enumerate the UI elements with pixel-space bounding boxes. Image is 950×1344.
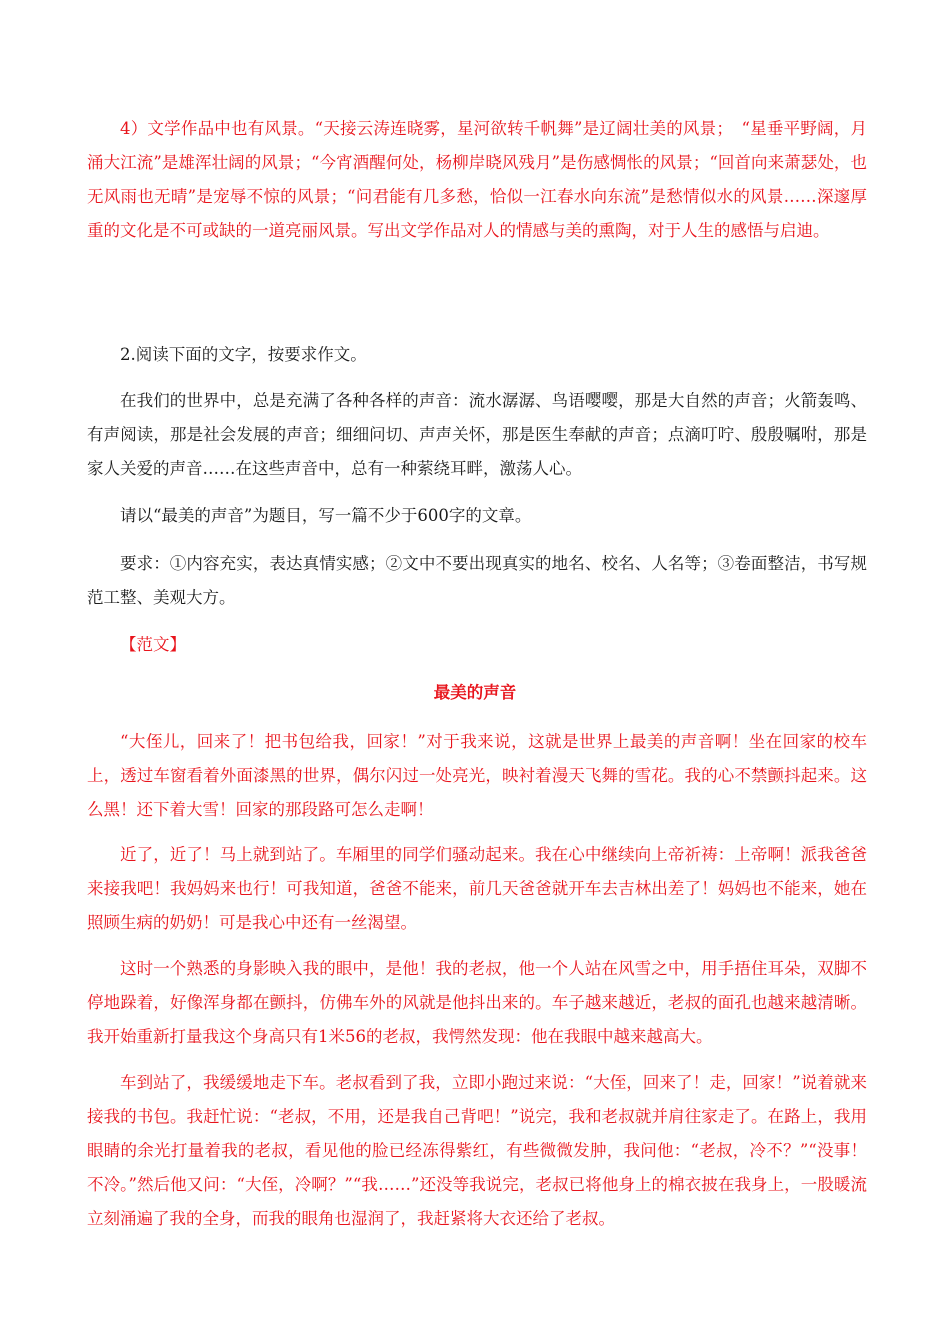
q2-prompt: 请以“最美的声音”为题目，写一篇不少于600字的文章。 bbox=[120, 506, 532, 525]
sample-paragraph-2: 近了，近了！马上就到站了。车厢里的同学们骚动起来。我在心中继续向上帝祈祷：上帝啊！派我爸爸来接我吧！我妈妈来也行！可我知道，爸爸不能来，前几天爸爸就开车去吉林出差了！妈妈也不能来，她在照顾生病的奶奶！可是我心中还有一丝渴望。 bbox=[87, 845, 867, 932]
q2-material-paragraph: 在我们的世界中，总是充满了各种各样的声音：流水潺潺、鸟语嘤嘤，那是大自然的声音；火箭轰鸣、有声阅读，那是社会发展的声音；细细问切、声声关怀，那是医生奉献的声音；点滴叮咛、殷殷嘱咐，那是家人关爱的声音……在这些声音中，总有一种萦绕耳畔，激荡人心。 bbox=[87, 391, 867, 478]
sample-essay-title: 最美的声音 bbox=[433, 683, 517, 702]
q2-intro: 2.阅读下面的文字，按要求作文。 bbox=[120, 345, 367, 364]
sample-essay-tag: 【范文】 bbox=[120, 635, 186, 654]
sample-paragraph-4: 车到站了，我缓缓地走下车。老叔看到了我，立即小跑过来说：“大侄，回来了！走，回家！”说着就来接我的书包。我赶忙说：“老叔，不用，还是我自己背吧！”说完，我和老叔就并肩往家走了。在路上，我用眼睛的余光打量着我的老叔，看见他的脸已经冻得紫红，有些微微发肿，我问他：“老叔，冷不？”“没事！不冷。”然后他又问：“大侄，冷啊？”“我……”还没等我说完，老叔已将他身上的棉衣披在我身上，一股暖流立刻涌遍了我的全身，而我的眼角也湿润了，我赶紧将大衣还给了老叔。 bbox=[87, 1073, 867, 1228]
q2-requirements: 要求：①内容充实，表达真情实感；②文中不要出现真实的地名、校名、人名等；③卷面整洁，书写规范工整、美观大方。 bbox=[87, 554, 867, 607]
q1-item-4-paragraph: 4）文学作品中也有风景。“天接云涛连晓雾，星河欲转千帆舞”是辽阔壮美的风景； “星垂平野阔，月涌大江流”是雄浑壮阔的风景；“今宵酒醒何处，杨柳岸晓风残月”是伤感惆怅的风景；“回首向来萧瑟处，也无风雨也无晴”是宠辱不惊的风景；“问君能有几多愁，恰似一江春水向东流”是愁情似水的风景……深邃厚重的文化是不可或缺的一道亮丽风景。写出文学作品对人的情感与美的熏陶，对于人生的感悟与启迪。 bbox=[87, 119, 867, 240]
sample-paragraph-3: 这时一个熟悉的身影映入我的眼中，是他！我的老叔，他一个人站在风雪之中，用手捂住耳朵，双脚不停地跺着，好像浑身都在颤抖，仿佛车外的风就是他抖出来的。车子越来越近，老叔的面孔也越来越清晰。我开始重新打量我这个身高只有1米56的老叔，我愕然发现：他在我眼中越来越高大。 bbox=[87, 959, 867, 1046]
sample-paragraph-1: “大侄儿，回来了！把书包给我，回家！”对于我来说，这就是世界上最美的声音啊！坐在回家的校车上，透过车窗看着外面漆黑的世界，偶尔闪过一处亮光，映衬着漫天飞舞的雪花。我的心不禁颤抖起来。这么黑！还下着大雪！回家的那段路可怎么走啊！ bbox=[87, 732, 867, 819]
